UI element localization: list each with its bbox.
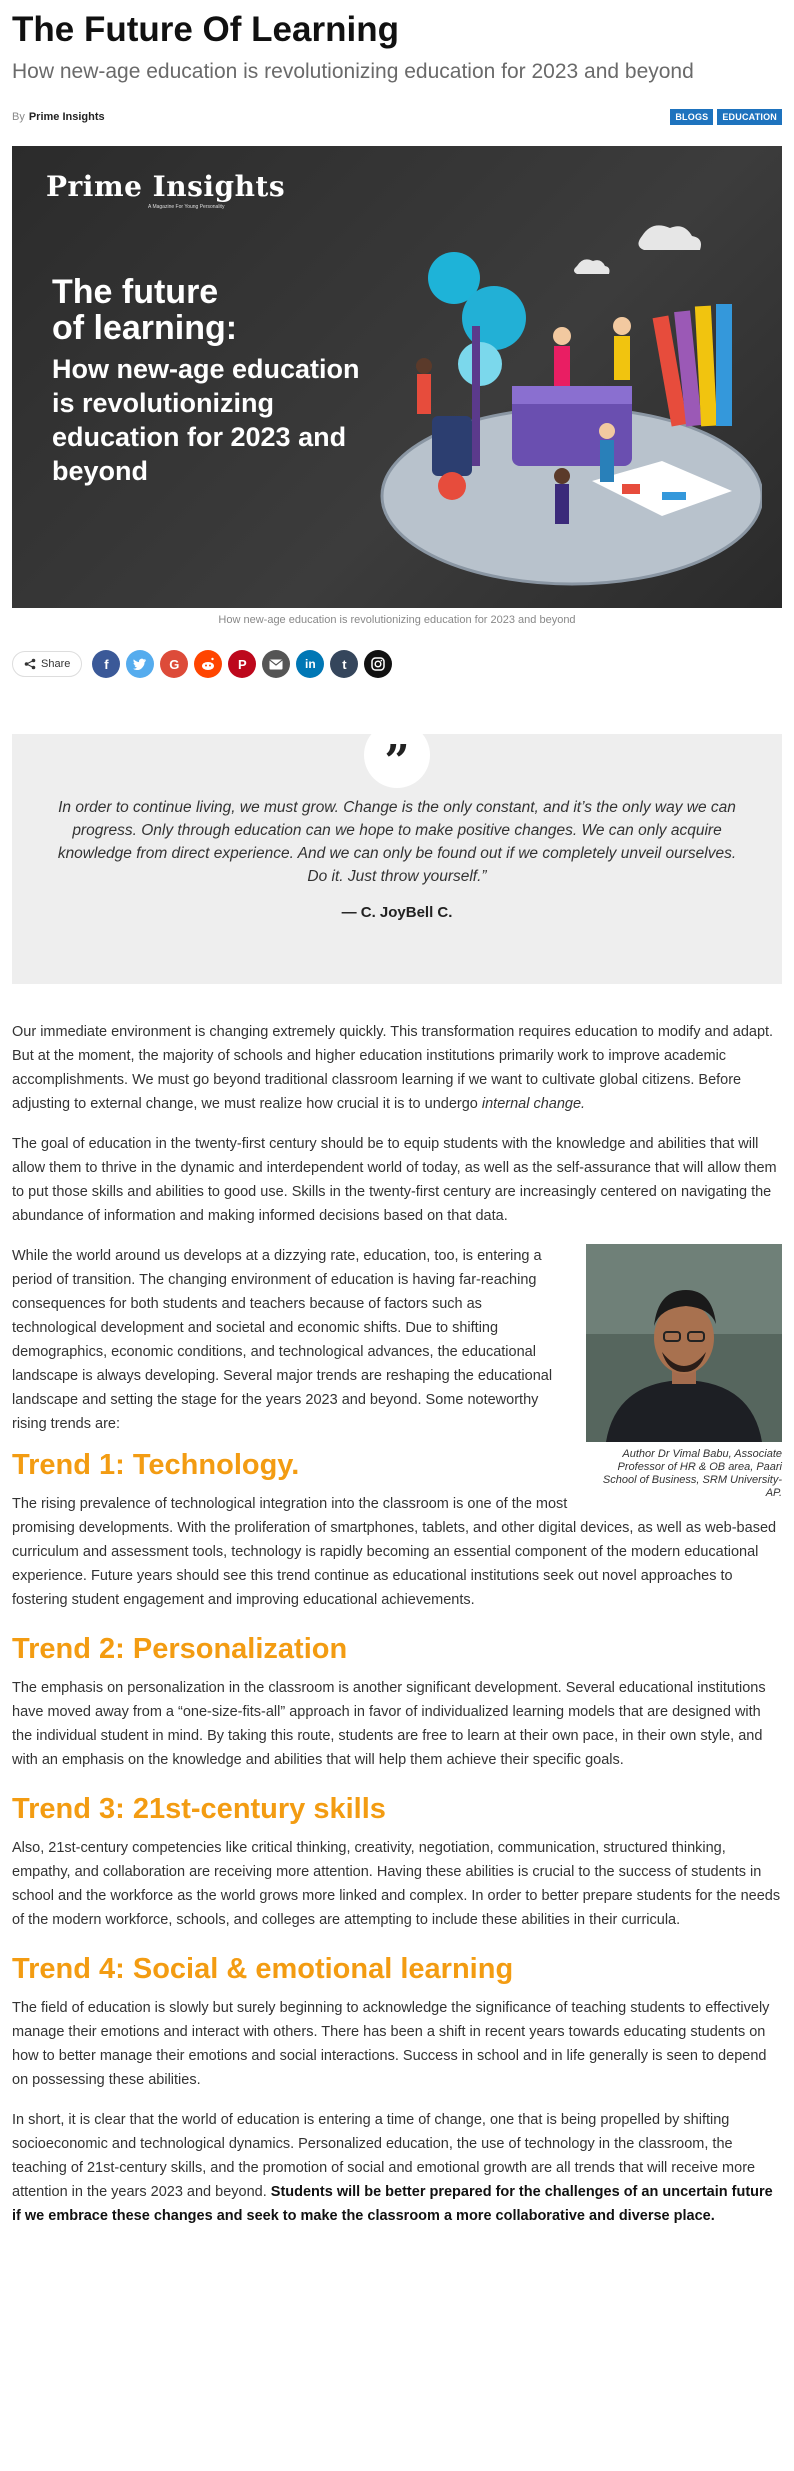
byline-label: By [12,111,25,123]
trend-text-3: Also, 21st-century competencies like critical thinking, creativity, negotiation, communication, structured thinking, empathy, and collaboration are receiving more attention. Having these abilities is crucial to the success of students in school and the workforce as the world grows more linked and complex. In order to better prepare students for the needs of the modern workforce, schools, and colleges are attempting to include these abilities in their curricula. [12,1840,781,1928]
hero-headline-2: of learning: [52,309,238,347]
quote-icon: ” [364,722,430,788]
facebook-icon[interactable]: f [92,650,120,678]
quote-text: In order to continue living, we must grow. Change is the only constant, and it’s the only way we can progress. Only through education can we hope to make positive changes. We can only acquire knowledge from direct experience. And we can only be found out if we completely unveil ourselves. Do it. Just throw yourself.” [57,799,737,885]
author-link[interactable]: Prime Insights [28,111,105,123]
byline [12,111,105,123]
hero-brand-tagline: A Magazine For Young Personality [148,204,225,210]
tag-education[interactable]: EDUCATION [717,109,782,125]
trend-text-1: The rising prevalence of technological integration into the classroom is one of the most promising developments. With the proliferation of smartphones, tablets, and other digital devices, as well as web-based curriculum and assessment tools, technology is rapidly becoming an essential component of the modern educational experience. Future years should see this trend continue as educational institutions seek out novel approaches to fostering student engagement and improving educational achievements. [12,1496,777,1608]
pinterest-icon[interactable]: P [228,650,256,678]
conclusion-bold: Students will be better prepared for the challenges of an uncertain future if we embrace these changes and seek to make the classroom a more collaborative and diverse place. [12,2184,773,2224]
blockquote [12,734,782,984]
share-bar [12,648,782,680]
trend-text-2: The emphasis on personalization in the classroom is another significant development. Several educational institutions have moved away from a “one-size-fits-all” approach in favor of individualized learning models that are designed with the individual student in mind. By taking this route, students are free to learn at their own pace, in their own style, and with an emphasis on the knowledge and abilities that will help them achieve their specific goals. [12,1680,766,1768]
body-section-with-author [12,1244,782,1612]
meta-row [12,106,782,128]
hero-headline-rest: How new-age education is revolutionizing education for 2023 and beyond [52,354,360,486]
author-caption: Author Dr Vimal Babu, Associate Professor of HR & OB area, Paari School of Business, SRM University-AP. [602,1448,782,1499]
conclusion-paragraph [12,2108,782,2228]
conclusion-text: In short, it is clear that the world of education is entering a time of change, one that is being propelled by shifting socioeconomic and technological dynamics. Personalized education, the use of technology in the classroom, the teaching of 21st-century skills, and the promotion of social and emotional growth are all trends that will receive more attention in the years 2023 and beyond. [12,2112,756,2200]
page-subtitle: How new-age education is revolutionizing education for 2023 and beyond [12,60,694,83]
google-icon[interactable]: G [160,650,188,678]
tumblr-icon[interactable]: t [330,650,358,678]
email-icon[interactable] [262,650,290,678]
trend-heading-3: Trend 3: 21st-century skills [12,1793,386,1825]
body-paragraph-1-text: Our immediate environment is changing extremely quickly. This transformation requires education to modify and adapt. But at the moment, the majority of schools and higher education institutions primarily work to improve academic accomplishments. We must go beyond traditional classroom learning if we want to cultivate global citizens. Before adjusting to external change, we must realize how crucial it is to undergo [12,1024,774,1112]
instagram-icon[interactable] [364,650,392,678]
page-title: The Future Of Learning [12,10,399,49]
author-figure [586,1244,782,1500]
body-paragraph-2: The goal of education in the twenty-first century should be to equip students with the knowledge and abilities that will allow them to thrive in the dynamic and interdependent world of today, as well as the self-assurance that will allow them to put those skills and abilities to good use. Skills in the twenty-first century are increasingly centered on navigating the abundance of information and making informed decisions based on that data. [12,1136,777,1224]
hero-headline-1: The future [52,273,219,311]
tag-blogs[interactable]: BLOGS [670,109,713,125]
share-button[interactable] [12,651,82,677]
body-paragraph-1-emphasis: internal change. [481,1096,586,1112]
trend-heading-1: Trend 1: Technology. [12,1449,300,1481]
hero-caption: How new-age education is revolutionizing education for 2023 and beyond [218,614,576,626]
hero-brand: Prime Insights [46,170,286,203]
body-paragraph-3: While the world around us develops at a dizzying rate, education, too, is entering a period of transition. The changing environment of education is having far-reaching consequences for both students and teachers because of factors such as technological development and societal and economic shifts. Due to shifting demographics, economic conditions, and technological advances, the educational landscape is always developing. Several major trends are reshaping the educational landscape and setting the stage for the years 2023 and beyond. Some noteworthy rising trends are: [12,1248,553,1432]
quote-author: — C. JoyBell C. [341,904,453,921]
body-paragraph-1 [12,1020,782,1116]
author-photo [586,1244,782,1442]
linkedin-icon[interactable]: in [296,650,324,678]
hero-headline [52,274,372,488]
trend-heading-2: Trend 2: Personalization [12,1633,348,1665]
trend-heading-4: Trend 4: Social & emotional learning [12,1953,514,1985]
share-label: Share [41,658,71,670]
share-icon [24,658,36,670]
twitter-icon[interactable] [126,650,154,678]
education-illustration [362,196,762,596]
trend-text-4: The field of education is slowly but surely beginning to acknowledge the significance of teaching students to effectively manage their emotions and interact with others. There has been a shift in recent years towards educating students on how to better manage their emotions and social interactions. Success in school and in life generally is seen to depend on possessing these abilities. [12,2000,770,2088]
reddit-icon[interactable] [194,650,222,678]
hero-image [12,146,782,608]
tag-list [670,109,782,125]
